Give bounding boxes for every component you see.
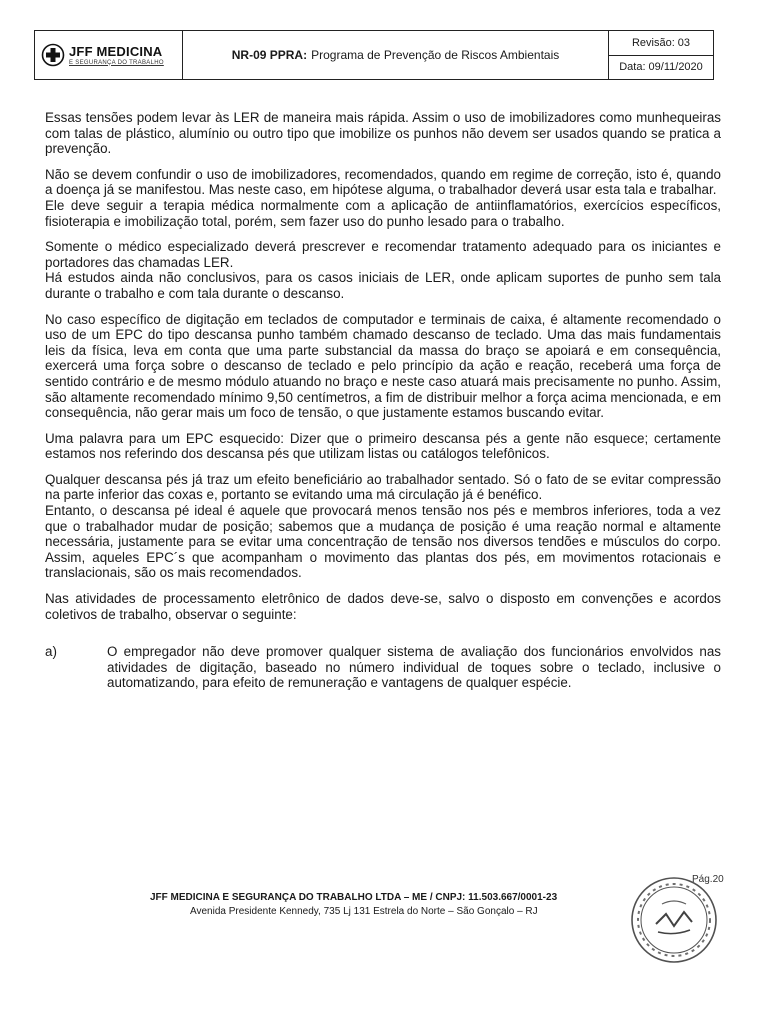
paragraph: Entanto, o descansa pé ideal é aquele que provocará menos tensão nos pés e membros inferiores, toda a vez que o trabalhador mudar de posição; sabemos que a mudança de posição é uma reação normal e altamente necessária, justamente para se evitar uma concentração de tensão nos diversos tendões e músculos do corpo. Assim, aqueles EPC´s que acompanham o movimento das plantas dos pés, em movimentos rotacionais e translacionais, são os mais recomendados. xyxy=(45,503,721,581)
company-logo xyxy=(35,31,183,79)
document-code: NR-09 PPRA: xyxy=(231,48,308,62)
list-item xyxy=(45,644,721,691)
list-item-label: a) xyxy=(45,644,57,660)
document-body xyxy=(45,110,721,691)
document-title-text: Programa de Prevenção de Riscos Ambientais xyxy=(311,48,560,62)
paragraph: Uma palavra para um EPC esquecido: Dizer que o primeiro descansa pés a gente não esquece; certamente estamos nos referindo dos descansa pés que utilizam listas ou catálogos telefônicos. xyxy=(45,430,721,462)
paragraph: Ele deve seguir a terapia médica normalmente com a aplicação de antiinflamatórios, exercícios específicos, fisioterapia e imobilização total, porém, sem fazer uso do punho lesado para o trabalho. xyxy=(45,197,721,229)
paragraph: No caso específico de digitação em teclados de computador e terminais de caixa, é altamente recomendado o uso de um EPC do tipo descansa punho também chamado descanso de teclado. Uma das mais fundamentais leis da física, leva em conta que uma parte substancial da massa do braço se apoiará e em consequência, exercerá uma força sobre o descanso de teclado e pelo princípio da ação e reação, receberá uma força de sentido contrário e de mesmo módulo atuando no braço e neste caso atuará mais precisamente no punho. Assim, são altamente recomendado mínimo 9,50 centímetros, a fim de distribuir melhor a força acima mencionada, e em consequência, não gerar mais um foco de tensão, o que justamente estamos buscando evitar. xyxy=(45,311,721,421)
date-label: Data: 09/11/2020 xyxy=(619,61,703,74)
list-item-text: O empregador não deve promover qualquer sistema de avaliação dos funcionários envolvidos nas atividades de digitação, baseado no número individual de toques sobre o teclado, inclusive o automatizando, para efeito de remuneração e vantagens de qualquer espécie. xyxy=(107,644,721,691)
document-header xyxy=(34,30,714,80)
document-title xyxy=(183,31,609,79)
footer-company: JFF MEDICINA E SEGURANÇA DO TRABALHO LTDA – ME / CNPJ: 11.503.667/0001-23 xyxy=(150,892,558,903)
page-number: Pág.20 xyxy=(692,874,724,885)
paragraph: Não se devem confundir o uso de imobilizadores, recomendados, quando em regime de correção, isto é, quando a doença já se manifestou. Mas neste caso, em hipótese alguma, o trabalhador deverá usar esta tala e trabalhar. xyxy=(45,166,721,198)
paragraph: Há estudos ainda não conclusivos, para os casos iniciais de LER, onde aplicam suportes de punho sem tala durante o trabalho e com tala durante o descanso. xyxy=(45,270,721,301)
footer-address: Avenida Presidente Kennedy, 735 Lj 131 Estrela do Norte – São Gonçalo – RJ xyxy=(190,906,538,917)
paragraph: Essas tensões podem levar às LER de maneira mais rápida. Assim o uso de imobilizadores como munhequeiras com talas de plástico, alumínio ou outro tipo que imobilize os punhos não devem ser usados quando se pratica a prevenção. xyxy=(45,110,721,157)
document-meta xyxy=(609,31,713,79)
company-stamp-icon xyxy=(628,874,720,966)
logo-text: JFF MEDICINA xyxy=(69,43,163,59)
logo-subtext: E SEGURANÇA DO TRABALHO xyxy=(69,59,164,66)
paragraph: Somente o médico especializado deverá prescrever e recomendar tratamento adequado para os iniciantes e portadores das chamadas LER. xyxy=(45,239,721,270)
revision-label: Revisão: 03 xyxy=(609,31,713,56)
paragraph: Nas atividades de processamento eletrônico de dados deve-se, salvo o disposto em convenções e acordos coletivos de trabalho, observar o seguinte: xyxy=(45,591,721,622)
medical-cross-icon xyxy=(41,43,65,67)
paragraph: Qualquer descansa pés já traz um efeito beneficiário ao trabalhador sentado. Só o fato de se evitar compressão na parte inferior das coxas e, portanto se evitando uma má circulação já é benéfico. xyxy=(45,471,721,503)
